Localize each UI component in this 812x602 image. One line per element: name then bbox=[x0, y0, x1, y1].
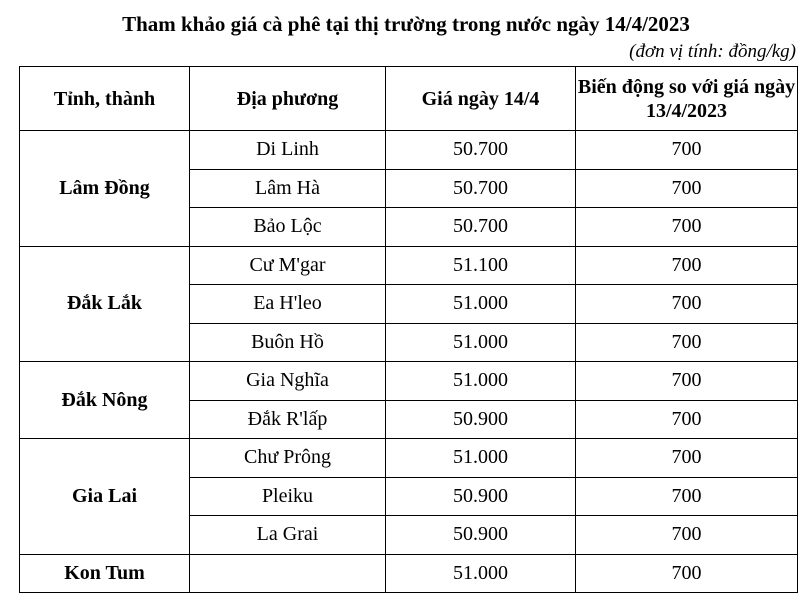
province-cell: Lâm Đồng bbox=[20, 131, 190, 247]
locality-cell: Cư M'gar bbox=[190, 246, 386, 285]
change-cell: 700 bbox=[576, 208, 798, 247]
change-cell: 700 bbox=[576, 516, 798, 555]
change-cell: 700 bbox=[576, 169, 798, 208]
price-cell: 50.900 bbox=[386, 400, 576, 439]
locality-cell: Pleiku bbox=[190, 477, 386, 516]
change-cell: 700 bbox=[576, 323, 798, 362]
price-cell: 50.700 bbox=[386, 169, 576, 208]
locality-cell: Lâm Hà bbox=[190, 169, 386, 208]
change-cell: 700 bbox=[576, 131, 798, 170]
table-row bbox=[20, 246, 798, 285]
price-cell: 50.900 bbox=[386, 516, 576, 555]
province-cell: Kon Tum bbox=[20, 554, 190, 593]
table-row bbox=[20, 362, 798, 401]
table-row bbox=[20, 554, 798, 593]
price-cell: 51.000 bbox=[386, 323, 576, 362]
price-cell: 51.000 bbox=[386, 362, 576, 401]
change-cell: 700 bbox=[576, 285, 798, 324]
locality-cell: Bảo Lộc bbox=[190, 208, 386, 247]
locality-cell: Đắk R'lấp bbox=[190, 400, 386, 439]
price-cell: 51.000 bbox=[386, 285, 576, 324]
locality-cell: Di Linh bbox=[190, 131, 386, 170]
province-cell: Đắk Lắk bbox=[20, 246, 190, 362]
price-cell: 50.700 bbox=[386, 131, 576, 170]
price-cell: 50.700 bbox=[386, 208, 576, 247]
header-price: Giá ngày 14/4 bbox=[386, 67, 576, 131]
province-cell: Gia Lai bbox=[20, 439, 190, 555]
change-cell: 700 bbox=[576, 439, 798, 478]
locality-cell: Ea H'leo bbox=[190, 285, 386, 324]
change-cell: 700 bbox=[576, 362, 798, 401]
table-row bbox=[20, 131, 798, 170]
locality-cell: La Grai bbox=[190, 516, 386, 555]
locality-cell: Chư Prông bbox=[190, 439, 386, 478]
table-header-row bbox=[20, 67, 798, 131]
header-province: Tỉnh, thành bbox=[20, 67, 190, 131]
price-table bbox=[19, 66, 798, 593]
locality-cell: Gia Nghĩa bbox=[190, 362, 386, 401]
locality-cell bbox=[190, 554, 386, 593]
province-cell: Đắk Nông bbox=[20, 362, 190, 439]
header-locality: Địa phương bbox=[190, 67, 386, 131]
change-cell: 700 bbox=[576, 477, 798, 516]
header-change: Biến động so với giá ngày 13/4/2023 bbox=[576, 67, 798, 131]
price-cell: 50.900 bbox=[386, 477, 576, 516]
table-row bbox=[20, 439, 798, 478]
change-cell: 700 bbox=[576, 400, 798, 439]
change-cell: 700 bbox=[576, 554, 798, 593]
unit-note: (đơn vị tính: đồng/kg) bbox=[629, 41, 796, 62]
page-title: Tham khảo giá cà phê tại thị trường trong nước ngày 14/4/2023 bbox=[122, 12, 690, 36]
locality-cell: Buôn Hồ bbox=[190, 323, 386, 362]
price-cell: 51.000 bbox=[386, 554, 576, 593]
price-cell: 51.100 bbox=[386, 246, 576, 285]
change-cell: 700 bbox=[576, 246, 798, 285]
price-cell: 51.000 bbox=[386, 439, 576, 478]
